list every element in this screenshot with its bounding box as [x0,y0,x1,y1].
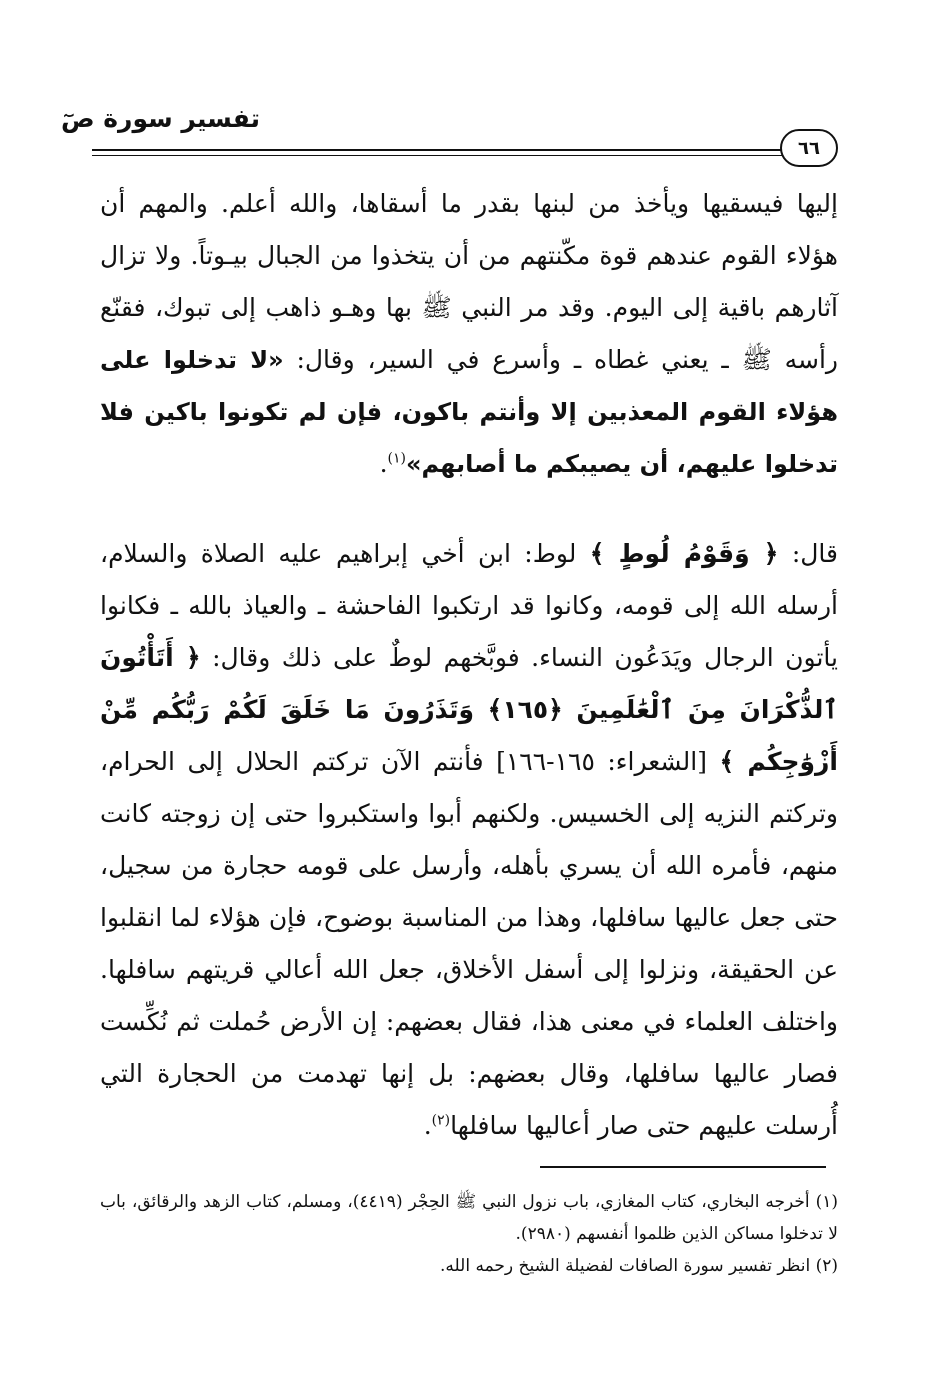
paragraph-2-text-b: [الشعراء: ١٦٥-١٦٦] فأنتم الآن تركتم الحلال إلى الحرام، وتركتم النزيه إلى الخسيس. ولكنهم أبوا واستكبروا حتى إن زوجته كانت منهم، فأمره الله أن يسري بأهله، وأرسل على قومه حجارة من سجيل، حتى جعل عاليها سافلها، وهذا من المناسبة بوضوح، فإن هؤلاء لما انقلبوا عن الحقيقة، ونزلوا إلى أسفل الأخلاق، جعل الله أعالي قريتهم سافلها. واختلف العلماء في معنى هذا، فقال بعضهم: إن الأرض حُملت ثم نُكِّست فصار عاليها سافلها، وقال بعضهم: بل إنها تهدمت من الحجارة التي أُرسلت عليهم حتى صار أعاليها سافلها [100,747,838,1140]
header-rule-thin [92,155,782,156]
quran-verse-2: ﴿ أَتَأْتُونَ ٱلذُّكْرَانَ مِنَ ٱلْعَٰلَمِينَ ﴿١٦٥﴾ وَتَذَرُونَ مَا خَلَقَ لَكُمْ رَبُّكُم مِّنْ أَزْوَٰجِكُم ﴾ [100,643,839,776]
quran-verse-1: ﴿ وَقَوْمُ لُوطٍ ﴾ [589,539,779,568]
footnote-2: (٢) انظر تفسير سورة الصافات لفضيلة الشيخ رحمه الله. [440,1256,838,1276]
paragraph-1-text: إليها فيسقيها ويأخذ من لبنها بقدر ما أسقاها، والله أعلم. والمهم أن هؤلاء القوم عندهم قوة مكّنتهم من أن يتخذوا من الجبال بيـوتاً. ولا تزال آثارهم باقية إلى اليوم. وقد مر النبي ﷺ بها وهـو ذاهب إلى تبوك، فقنّع رأسه ﷺ ـ يعني غطاه ـ وأسرع في السير، وقال: [100,189,838,374]
running-title: تفسير سورة صٓ [60,104,260,133]
paragraph-2-text-a: لوط: ابن أخي إبراهيم عليه الصلاة والسلام، أرسله الله إلى قومه، وكانوا قد ارتكبوا الفاحشة ـ والعياذ بالله ـ فكانوا يأتون الرجال ويَدَعُون النساء. فوبَّخهم لوطٌ على ذلك وقال: [100,539,838,672]
footnote-ref-2: (٢) [431,1112,451,1129]
paragraph-2-end: . [423,1111,432,1140]
paragraph-2 [100,528,838,1152]
footnote-1: (١) أخرجه البخاري، كتاب المغازي، باب نزول النبي ﷺ الحِجْر (٤٤١٩)، ومسلم، كتاب الزهد والرقائق، باب لا تدخلوا مساكن الذين ظلموا أنفسهم (٢٩٨٠). [100,1192,838,1244]
paragraph-2-intro: قال: [791,539,838,568]
footnotes [100,1186,838,1282]
footnote-separator [540,1166,826,1168]
header-rule [92,149,782,151]
hadith-quote: «لا تدخلوا على هؤلاء القوم المعذبين إلا وأنتم باكون، فإن لم تكونوا باكين فلا تدخلوا عليهم، أن يصيبكم ما أصابهم» [100,346,838,478]
paragraph-1 [100,178,838,490]
page-number-badge: ٦٦ [780,129,838,167]
paragraph-1-end: . [379,449,388,478]
footnote-ref-1: (١) [387,450,406,467]
